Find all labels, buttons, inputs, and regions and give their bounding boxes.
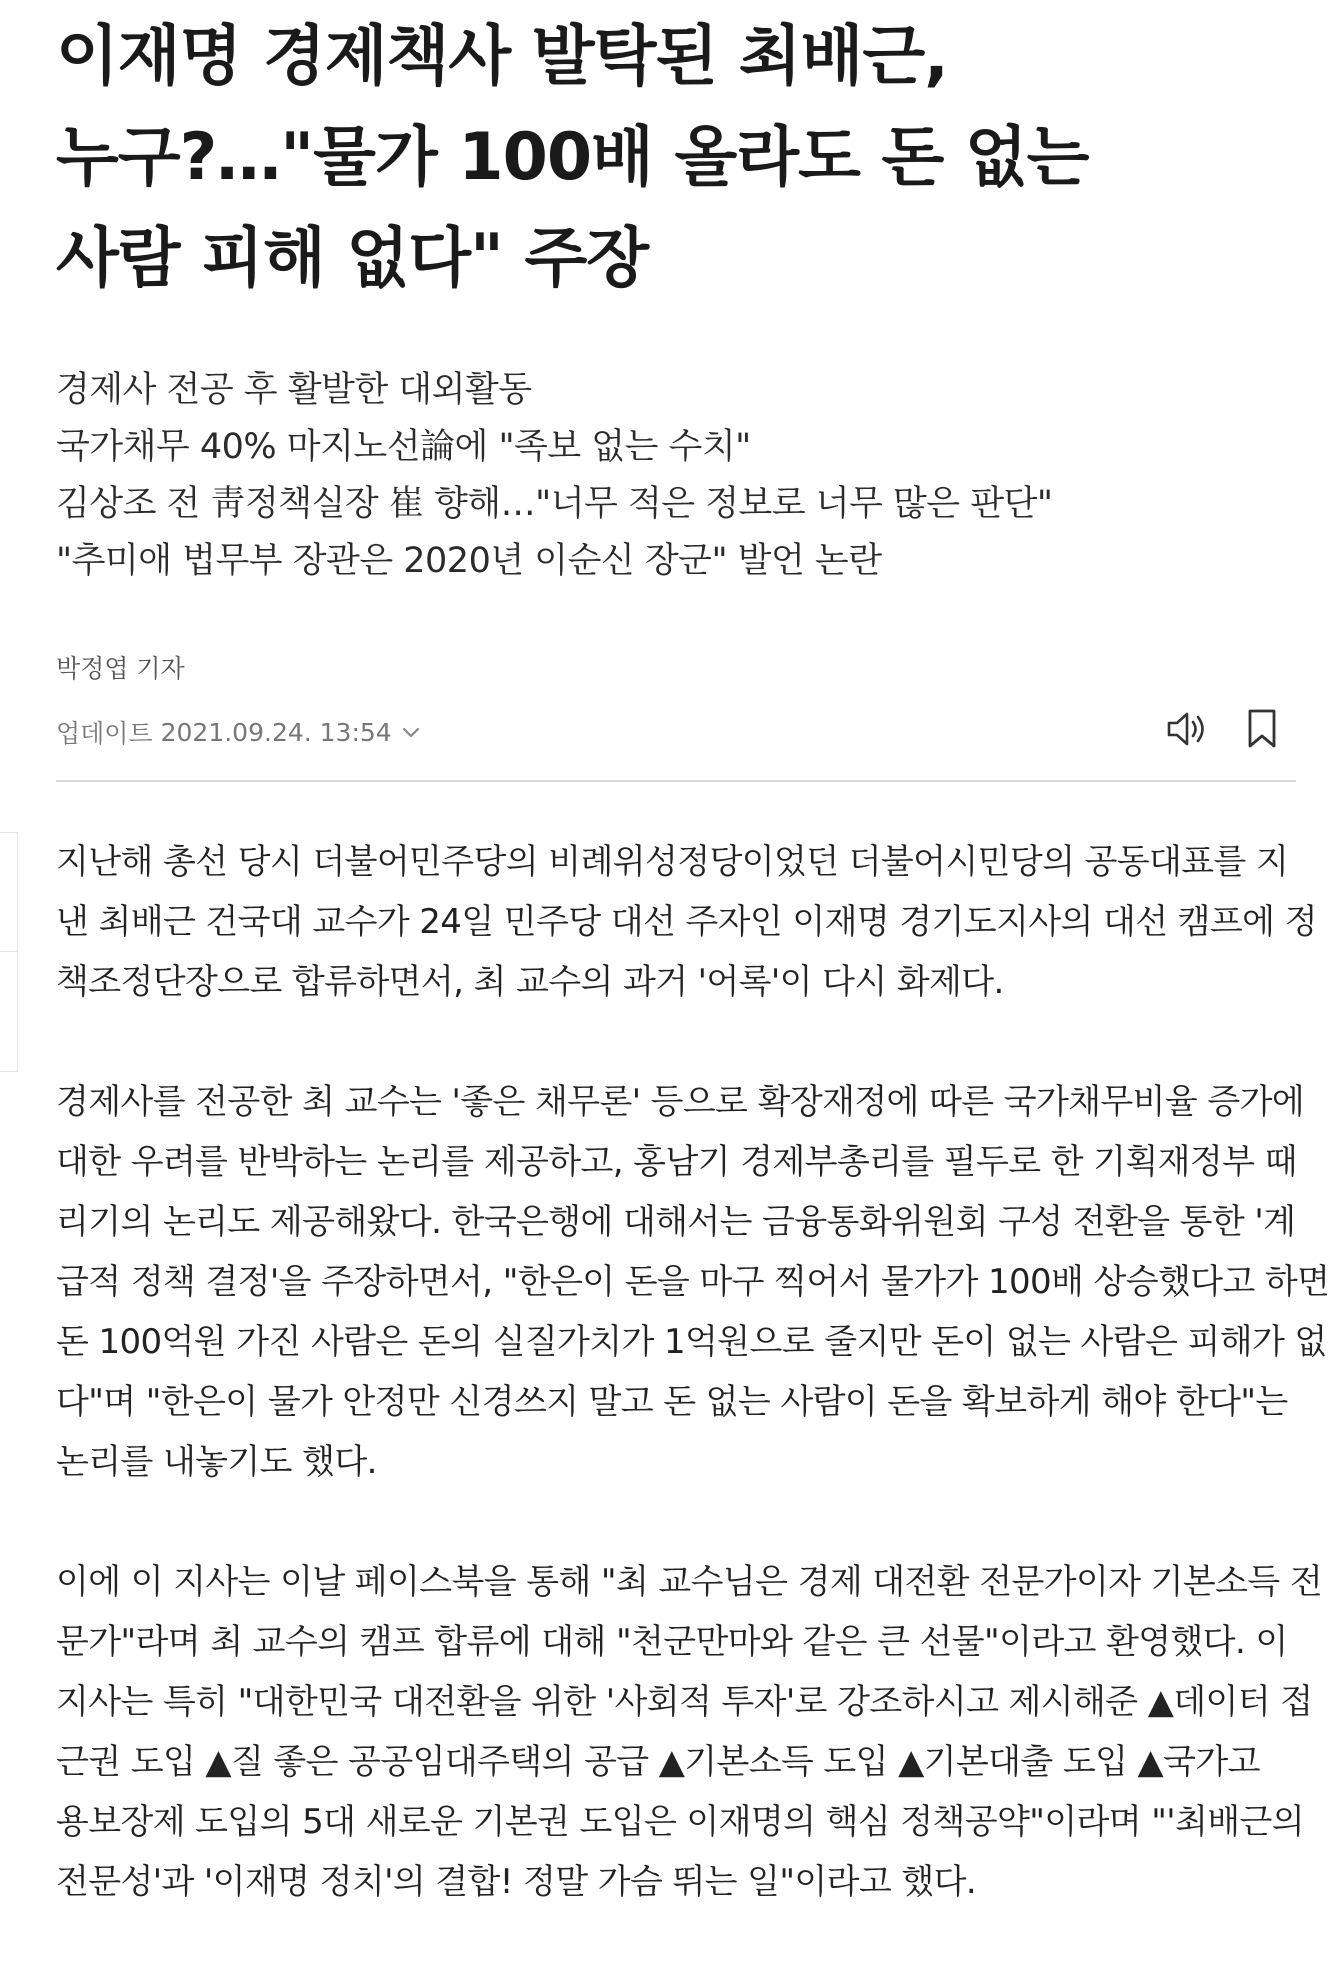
article-paragraph	[56, 1072, 1330, 1492]
update-label: 업데이트	[56, 719, 153, 748]
headline-line: 누구?…"물가 100배 올라도 돈 없는	[56, 120, 1089, 195]
paragraph-line: 리기의 논리도 제공해왔다. 한국은행에 대해서는 금융통화위원회 구성 전환을 통한 '계	[56, 1202, 1296, 1242]
reporter-byline[interactable]: 박정엽 기자	[56, 654, 185, 683]
paragraph-line: 급적 정책 결정'을 주장하면서, "한은이 돈을 마구 찍어서 물가가 100배 상승했다고 하면	[56, 1262, 1330, 1302]
article-body	[56, 832, 1330, 1972]
bookmark-icon	[1245, 708, 1279, 754]
article-paragraph	[56, 1552, 1323, 1912]
chevron-down-icon[interactable]	[398, 719, 424, 745]
paragraph-line: 경제사를 전공한 최 교수는 '좋은 채무론' 등으로 확장재정에 따른 국가채무비율 증가에	[56, 1082, 1305, 1122]
headline-line: 이재명 경제책사 발탁된 최배근,	[56, 19, 948, 94]
side-panel-separator	[0, 951, 18, 952]
headline-line: 사람 피해 없다" 주장	[56, 221, 649, 296]
paragraph-line: 전문성'과 '이재명 정치'의 결합! 정말 가슴 뛰는 일"이라고 했다.	[56, 1862, 977, 1902]
subheadline: 국가채무 40% 마지노선論에 "족보 없는 수치"	[56, 427, 751, 467]
paragraph-line: 이에 이 지사는 이날 페이스북을 통해 "최 교수님은 경제 대전환 전문가이자 기본소득 전	[56, 1562, 1323, 1602]
paragraph-line: 용보장제 도입의 5대 새로운 기본권 도입은 이재명의 핵심 정책공약"이라며 "'최배근의	[56, 1802, 1305, 1842]
paragraph-line: 대한 우려를 반박하는 논리를 제공하고, 홍남기 경제부총리를 필두로 한 기획재정부 때	[56, 1142, 1297, 1182]
paragraph-line: 책조정단장으로 합류하면서, 최 교수의 과거 '어록'이 다시 화제다.	[56, 962, 1004, 1002]
speaker-icon	[1165, 709, 1211, 753]
paragraph-line: 논리를 내놓기도 했다.	[56, 1442, 377, 1482]
article-subheadlines	[56, 362, 1296, 590]
side-panel-edge	[0, 832, 18, 1072]
paragraph-line: 문가"라며 최 교수의 캠프 합류에 대해 "천군만마와 같은 큰 선물"이라고 환영했다. 이	[56, 1622, 1288, 1662]
article-tools	[1162, 705, 1288, 757]
paragraph-line: 지사는 특히 "대한민국 대전환을 위한 '사회적 투자'로 강조하시고 제시해준 ▲데이터 접	[56, 1682, 1313, 1722]
listen-button[interactable]	[1162, 705, 1214, 757]
paragraph-line: 낸 최배근 건국대 교수가 24일 민주당 대선 주자인 이재명 경기도지사의 대선 캠프에 정	[56, 902, 1317, 942]
article-paragraph	[56, 832, 1317, 1012]
bookmark-button[interactable]	[1236, 705, 1288, 757]
subheadline: "추미애 법무부 장관은 2020년 이순신 장군" 발언 논란	[56, 541, 882, 581]
subheadline: 경제사 전공 후 활발한 대외활동	[56, 370, 532, 410]
update-info[interactable]	[56, 712, 424, 752]
paragraph-line: 다"며 "한은이 물가 안정만 신경쓰지 말고 돈 없는 사람이 돈을 확보하게 해야 한다"는	[56, 1382, 1288, 1422]
paragraph-line: 돈 100억원 가진 사람은 돈의 실질가치가 1억원으로 줄지만 돈이 없는 사람은 피해가 없	[56, 1322, 1327, 1362]
subheadline: 김상조 전 靑정책실장 崔 향해…"너무 적은 정보로 너무 많은 판단"	[56, 484, 1053, 524]
header-divider	[56, 780, 1296, 782]
paragraph-line: 근권 도입 ▲질 좋은 공공임대주택의 공급 ▲기본소득 도입 ▲기본대출 도입 ▲국가고	[56, 1742, 1260, 1782]
article-headline	[56, 6, 1296, 309]
paragraph-line: 지난해 총선 당시 더불어민주당의 비례위성정당이었던 더불어시민당의 공동대표를 지	[56, 842, 1289, 882]
update-datetime: 2021.09.24. 13:54	[160, 717, 392, 747]
